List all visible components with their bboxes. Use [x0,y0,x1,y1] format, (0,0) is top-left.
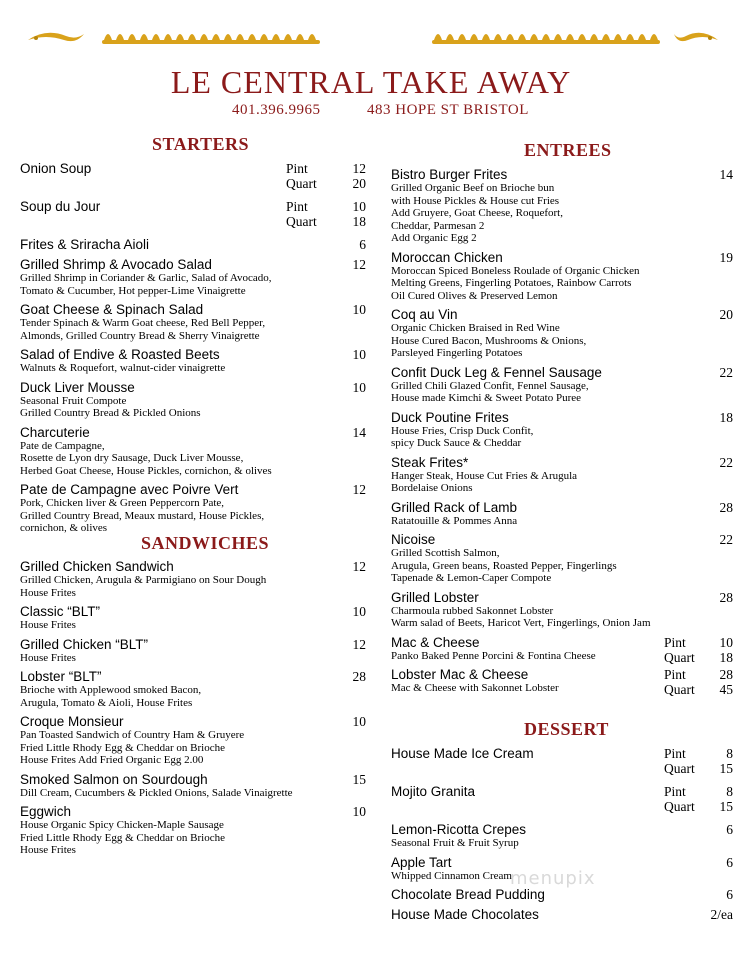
item-name: Nicoise [391,532,436,547]
item-price: 28 [719,667,733,682]
item-description: with House Pickles & House cut Fries [391,194,560,207]
item-price: 2/ea [710,907,733,922]
item-description: spicy Duck Sauce & Cheddar [391,437,522,449]
item-description: Fried Little Rhody Egg & Cheddar on Brioche [20,741,225,754]
menu-item [20,257,366,297]
item-name: Eggwich [20,804,72,819]
item-size: Pint [664,634,686,650]
menu-item [391,167,733,245]
item-description: Grilled Organic Beef on Brioche bun [391,182,555,194]
menu-item [391,746,733,776]
item-name: Grilled Lobster [391,589,479,605]
item-price: 28 [352,669,366,684]
item-description: Grilled Shrimp in Coriander & Garlic, Salad of Avocado, [20,272,272,284]
ornament-divider-right-icon [430,26,662,48]
item-description: Fried Little Rhody Egg & Cheddar on Brioche [20,831,225,844]
item-description: Add Gruyere, Goat Cheese, Roquefort, [391,207,563,219]
item-name: Smoked Salmon on Sourdough [20,771,208,787]
item-name: Confit Duck Leg & Fennel Sausage [391,364,602,380]
item-name: Croque Monsieur [20,714,124,729]
item-name: Frites & Sriracha Aioli [20,237,150,252]
menu-item [20,714,366,767]
item-name: Lobster Mac & Cheese [391,667,529,682]
item-name: Mojito Granita [391,784,476,799]
item-name: Chocolate Bread Pudding [391,887,545,902]
item-description: Tomato & Cucumber, Hot pepper-Lime Vinaigrette [20,284,246,297]
item-name: Charcuterie [20,424,90,440]
item-description: Hanger Steak, House Cut Fries & Arugula [391,469,578,482]
item-name: Pate de Campagne avec Poivre Vert [20,482,239,497]
item-price: 10 [352,347,366,362]
item-description: Whipped Cinnamon Cream [391,869,512,882]
item-description: Cheddar, Parmesan 2 [391,219,485,232]
item-size: Quart [664,799,695,814]
item-name: Mac & Cheese [391,634,480,650]
entrees-heading: ENTREES [524,140,612,160]
item-description: Parsleyed Fingerling Potatoes [391,347,523,359]
item-description: Arugula, Green beans, Roasted Pepper, Fingerlings [391,559,617,572]
menu-item [391,887,733,902]
item-price: 22 [719,532,733,547]
item-size: Quart [664,649,695,665]
menu-item [20,804,366,857]
menu-item [20,604,366,632]
item-description: Mac & Cheese with Sakonnet Lobster [391,682,559,694]
item-price: 10 [352,604,366,619]
item-price: 10 [352,199,366,214]
item-name: Steak Frites* [391,454,469,470]
menu-item [391,635,733,663]
item-description: Melting Greens, Fingerling Potatoes, Rainbow Carrots [391,277,632,289]
menu-item [391,410,733,450]
item-price: 28 [719,589,733,605]
item-name: Apple Tart [391,854,452,870]
menu-item [20,347,366,375]
item-price: 6 [726,822,733,837]
entrees-section [391,167,733,700]
item-description: Herbed Goat Cheese, House Pickles, cornichon, & olives [20,464,272,477]
menu-item [391,907,733,922]
item-size: Quart [664,682,695,697]
menu-item [20,302,366,342]
item-description: Walnuts & Roquefort, walnut-cider vinaigrette [20,362,226,374]
item-size: Quart [286,214,317,229]
item-description: House made Kimchi & Sweet Potato Puree [391,392,582,404]
item-description: House Frites Add Fried Organic Egg 2.00 [20,754,204,766]
item-description: House Frites [20,844,76,856]
sandwiches-heading: SANDWICHES [141,533,270,553]
item-price: 18 [719,409,733,425]
item-name: Classic “BLT” [20,604,101,619]
phone-number: 401.396.9965 [232,102,321,118]
menu-item [391,500,733,528]
item-price: 8 [726,784,733,799]
dessert-heading: DESSERT [524,719,609,739]
starters-section [20,161,366,540]
item-name: Bistro Burger Frites [391,167,508,182]
item-name: Soup du Jour [20,199,101,214]
item-price: 12 [352,161,366,176]
item-name: Grilled Rack of Lamb [391,499,518,515]
item-size: Pint [286,161,308,176]
item-name: Grilled Shrimp & Avocado Salad [20,257,212,272]
menu-item [391,784,733,814]
item-price: 12 [352,257,366,272]
item-description: Oil Cured Olives & Preserved Lemon [391,289,558,302]
item-price: 6 [359,237,366,252]
item-price: 18 [352,214,366,229]
item-description: Panko Baked Penne Porcini & Fontina Cheese [391,649,596,662]
item-name: Moroccan Chicken [391,249,503,265]
item-description: Pan Toasted Sandwich of Country Ham & Gruyere [20,729,245,741]
menu-item [391,365,733,405]
item-price: 6 [726,854,733,870]
item-price: 19 [719,249,733,265]
item-price: 10 [352,714,366,729]
item-size: Pint [286,199,308,214]
menu-item [391,532,733,585]
item-description: Grilled Country Bread, Meaux mustard, House Pickles, [20,509,265,522]
item-price: 15 [719,761,733,776]
item-description: House Frites [20,586,76,599]
item-description: Pate de Campagne, [20,439,105,452]
item-description: Grilled Scottish Salmon, [391,547,500,559]
item-description: Moroccan Spiced Boneless Roulade of Organic Chicken [391,264,640,277]
item-name: Goat Cheese & Spinach Salad [20,302,204,317]
item-description: House Frites [20,651,76,664]
menu-item [391,307,733,360]
dessert-section [391,746,733,927]
item-name: House Made Chocolates [391,907,539,922]
item-description: Arugula, Tomato & Aioli, House Frites [20,696,193,709]
item-description: Grilled Chili Glazed Confit, Fennel Sausage, [391,379,589,392]
sandwiches-section [20,559,366,862]
item-description: Seasonal Fruit Compote [20,394,127,407]
item-price: 14 [352,424,366,440]
watermark: menupix [510,868,596,889]
item-description: Bordelaise Onions [391,482,473,494]
item-description: Dill Cream, Cucumbers & Pickled Onions, Salade Vinaigrette [20,786,293,799]
item-description: Brioche with Applewood smoked Bacon, [20,684,202,696]
item-name: Lemon-Ricotta Crepes [391,822,527,837]
item-price: 20 [719,307,733,322]
menu-item [20,669,366,709]
item-description: Seasonal Fruit & Fruit Syrup [391,837,519,849]
item-price: 18 [719,649,733,665]
item-price: 12 [352,482,366,497]
item-description: Tapenade & Lemon-Caper Compote [391,572,552,584]
ornament-divider-left-icon [100,26,322,48]
item-price: 8 [726,746,733,761]
menu-item [20,482,366,535]
item-size: Pint [664,746,686,761]
item-price: 28 [719,499,733,515]
item-price: 14 [719,167,733,182]
item-description: House Organic Spicy Chicken-Maple Sausage [20,819,224,831]
item-price: 6 [726,887,733,902]
item-name: Lobster “BLT” [20,669,102,684]
ornament-right-icon [672,26,720,48]
menu-item [391,455,733,495]
item-description: Pork, Chicken liver & Green Peppercorn Pate, [20,497,225,509]
item-description: Grilled Country Bread & Pickled Onions [20,407,201,419]
menu-item [20,199,366,229]
item-description: Organic Chicken Braised in Red Wine [391,322,560,334]
item-size: Quart [664,761,695,776]
item-price: 15 [352,771,366,787]
item-price: 10 [352,302,366,317]
menu-item [391,590,733,630]
menu-item [391,667,733,695]
item-price: 12 [352,636,366,652]
menu-item [391,250,733,303]
item-size: Quart [286,176,317,191]
menu-item [20,772,366,800]
menu-item [20,380,366,420]
item-name: Grilled Chicken “BLT” [20,636,149,652]
item-price: 10 [352,379,366,395]
item-price: 15 [719,799,733,814]
item-price: 12 [352,559,366,574]
item-name: Onion Soup [20,161,92,176]
address: 483 HOPE ST BRISTOL [367,102,529,118]
item-description: Rosette de Lyon dry Sausage, Duck Liver Mousse, [20,452,244,464]
item-price: 45 [719,682,733,697]
item-size: Pint [664,667,686,682]
item-name: Grilled Chicken Sandwich [20,559,174,574]
item-description: Grilled Chicken, Arugula & Parmigiano on Sour Dough [20,574,267,586]
menu-item [20,237,366,252]
menu-item [391,822,733,850]
item-name: House Made Ice Cream [391,746,534,761]
item-name: Coq au Vin [391,307,458,322]
menu-item [20,425,366,478]
item-description: Tender Spinach & Warm Goat cheese, Red Bell Pepper, [20,317,266,329]
starters-heading: STARTERS [152,134,250,154]
item-description: Charmoula rubbed Sakonnet Lobster [391,604,554,617]
item-price: 22 [719,454,733,470]
item-description: House Cured Bacon, Mushrooms & Onions, [391,334,587,347]
ornament-left-icon [26,26,86,48]
item-description: Ratatouille & Pommes Anna [391,514,518,527]
menu-item [20,559,366,599]
item-description: House Fries, Crisp Duck Confit, [391,424,534,437]
menu-item [20,637,366,665]
item-price: 20 [352,176,366,191]
item-description: Add Organic Egg 2 [391,232,477,244]
menu-item [20,161,366,191]
item-size: Pint [664,784,686,799]
item-price: 10 [352,804,366,819]
item-description: House Frites [20,619,76,631]
page-title: LE CENTRAL TAKE AWAY [170,64,572,100]
item-description: Almonds, Grilled Country Bread & Sherry Vinaigrette [20,329,260,342]
item-description: cornichon, & olives [20,522,108,534]
item-name: Duck Liver Mousse [20,379,135,395]
item-name: Duck Poutine Frites [391,409,509,425]
item-price: 22 [719,364,733,380]
item-name: Salad of Endive & Roasted Beets [20,347,220,362]
item-price: 10 [719,634,733,650]
item-description: Warm salad of Beets, Haricot Vert, Fingerlings, Onion Jam [391,617,651,629]
